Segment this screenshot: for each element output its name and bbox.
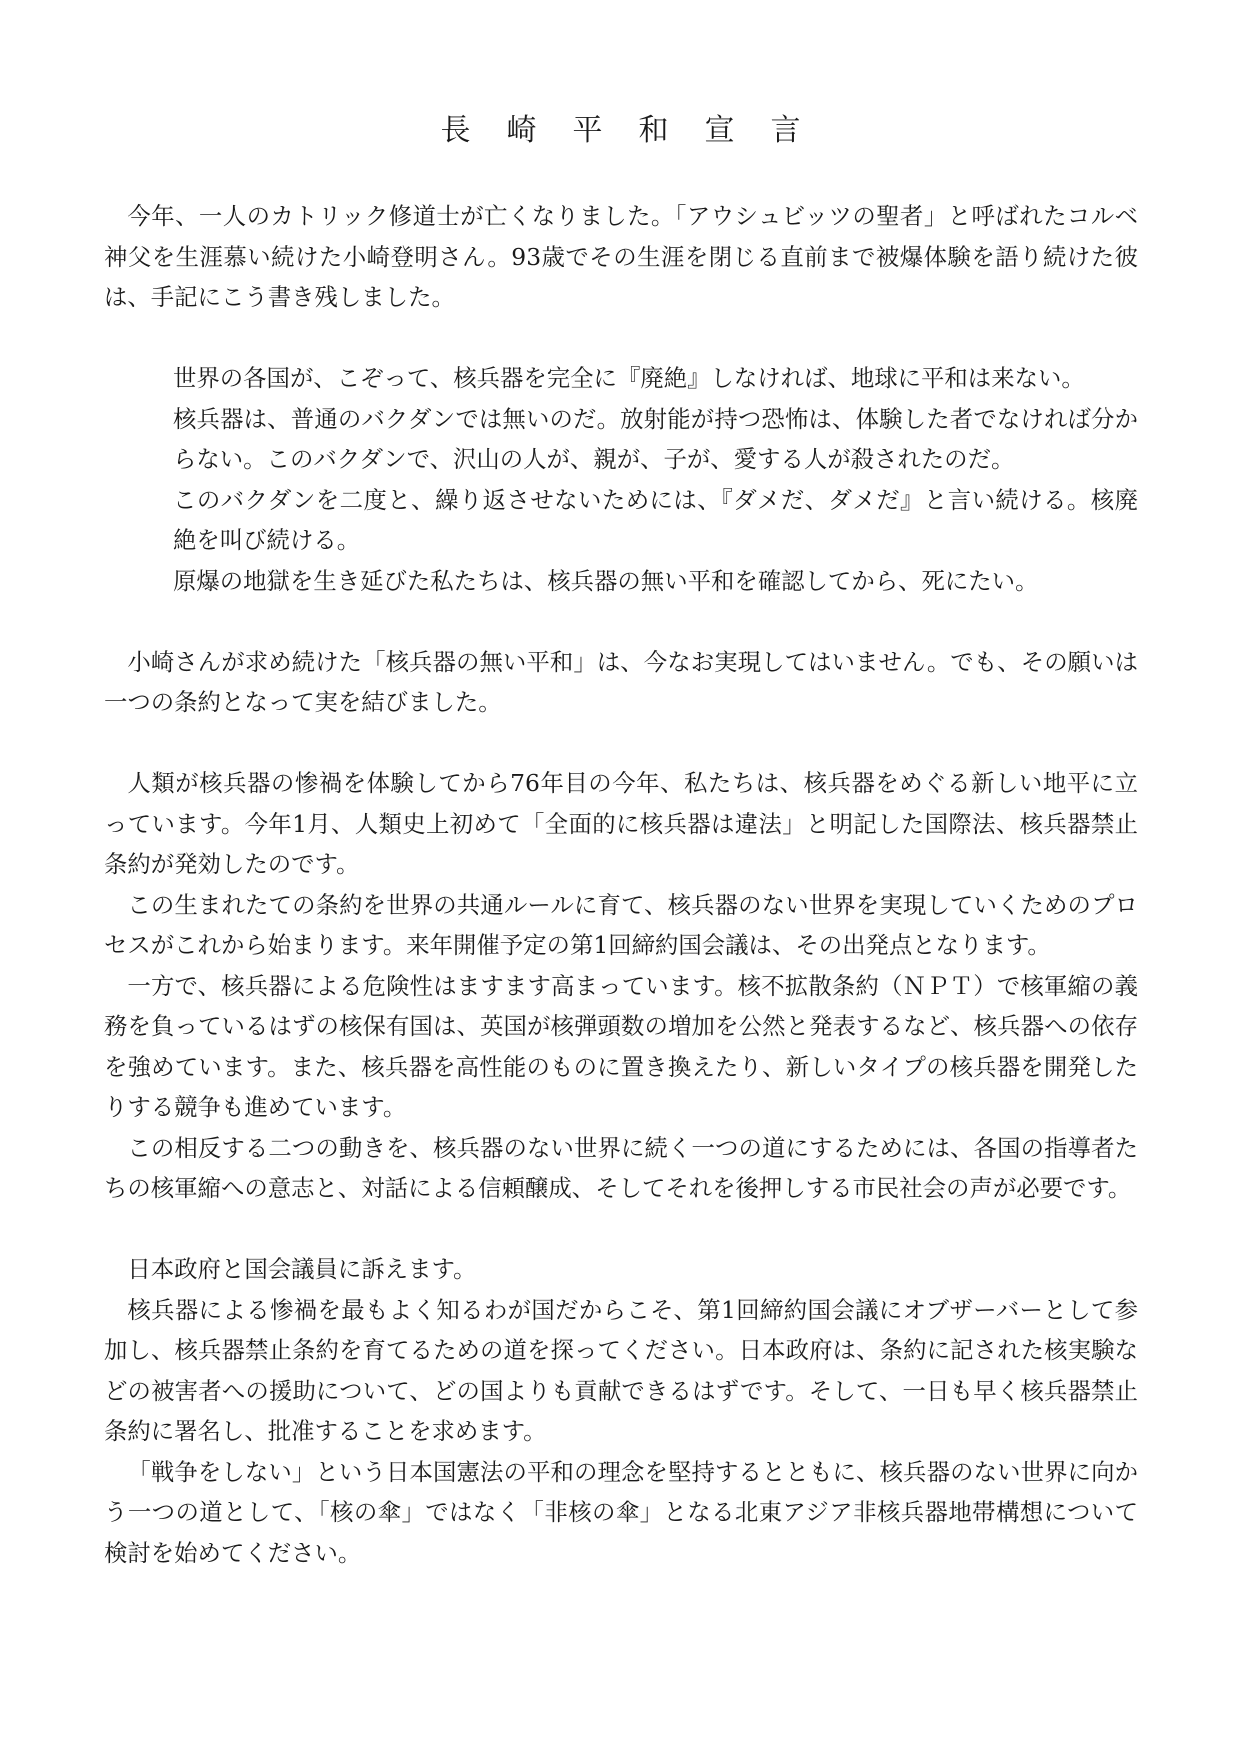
paragraph-danger: 一方で、核兵器による危険性はますます高まっています。核不拡散条約（ＮＰＴ）で核軍縮の義務を負っているはずの核保有国は、英国が核弾頭数の増加を公然と発表するなど、核兵器への依存を強めています。また、核兵器を高性能のものに置き換えたり、新しいタイプの核兵器を開発したりする競争も進めています。 xyxy=(104,971,1138,1121)
paragraph-spacer xyxy=(104,723,1138,764)
paragraph-constitution: 「戦争をしない」という日本国憲法の平和の理念を堅持するとともに、核兵器のない世界に向かう一つの道として、「核の傘」ではなく「非核の傘」となる北東アジア非核兵器地帯構想について検討を始めてください。 xyxy=(104,1457,1138,1567)
paragraph-new-horizon: 人類が核兵器の惨禍を体験してから76年目の今年、私たちは、核兵器をめぐる新しい地平に立っています。今年1月、人類史上初めて「全面的に核兵器は違法」と明記した国際法、核兵器禁止条約が発効したのです。 xyxy=(104,769,1138,878)
paragraph-treaty-result: 小崎さんが求め続けた「核兵器の無い平和」は、今なお実現してはいません。でも、その願いは一つの条約となって実を結びました。 xyxy=(104,647,1138,716)
document-body xyxy=(104,196,1138,1573)
quote-line: このバクダンを二度と、繰り返させないためには、『ダメだ、ダメだ』と言い続ける。核廃絶を叫び続ける。 xyxy=(173,485,1138,554)
paragraph-intro: 今年、一人のカトリック修道士が亡くなりました。「アウシュビッツの聖者」と呼ばれたコルベ神父を生涯慕い続けた小崎登明さん。93歳でその生涯を閉じる直前まで被爆体験を語り続けた彼は、手記にこう書き残しました。 xyxy=(104,202,1138,311)
quote-line: 原爆の地獄を生き延びた私たちは、核兵器の無い平和を確認してから、死にたい。 xyxy=(173,566,1039,595)
paragraph-observer: 核兵器による惨禍を最もよく知るわが国だからこそ、第1回締約国会議にオブザーバーとして参加し、核兵器禁止条約を育てるための道を探ってください。日本政府は、条約に記された核実験などの被害者への援助について、どの国よりも貢献できるはずです。そして、一日も早く核兵器禁止条約に署名し、批准することを求めます。 xyxy=(104,1295,1138,1445)
page-title: 長崎平和宣言 xyxy=(440,113,837,148)
quote-line: 核兵器は、普通のバクダンでは無いのだ。放射能が持つ恐怖は、体験した者でなければ分からない。このバクダンで、沢山の人が、親が、子が、愛する人が殺されたのだ。 xyxy=(173,404,1138,473)
paragraph-path: この相反する二つの動きを、核兵器のない世界に続く一つの道にするためには、各国の指導者たちの核軍縮への意志と、対話による信頼醸成、そしてそれを後押しする市民社会の声が必要です。 xyxy=(104,1133,1138,1202)
quoted-memoir xyxy=(104,358,1138,601)
paragraph-spacer xyxy=(104,1209,1138,1250)
paragraph-appeal: 日本政府と国会議員に訴えます。 xyxy=(127,1255,477,1283)
quote-line: 世界の各国が、こぞって、核兵器を完全に『廃絶』しなければ、地球に平和は来ない。 xyxy=(173,364,1085,392)
paragraph-process: この生まれたての条約を世界の共通ルールに育て、核兵器のない世界を実現していくためのプロセスがこれから始まります。来年開催予定の第1回締約国会議は、その出発点となります。 xyxy=(104,890,1138,959)
